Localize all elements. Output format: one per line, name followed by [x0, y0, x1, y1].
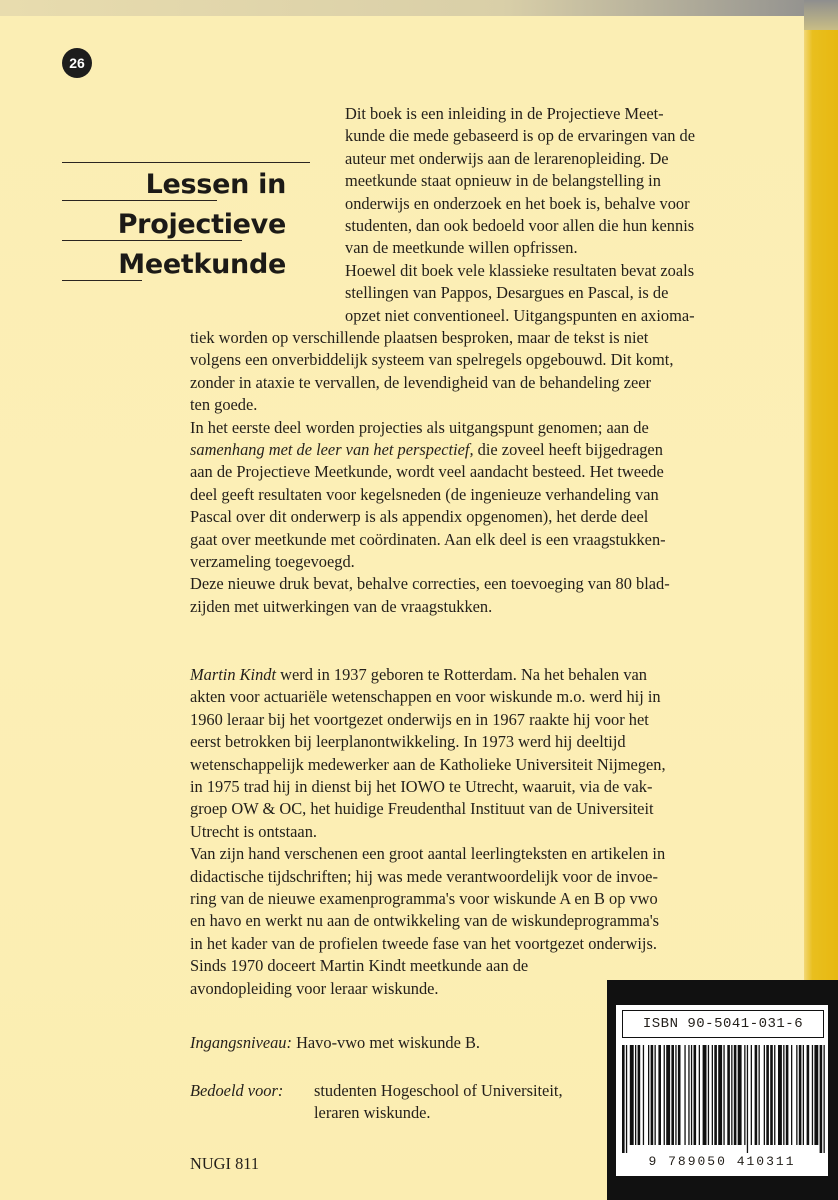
- top-edge: [0, 0, 838, 16]
- entry-level-label: Ingangsniveau:: [190, 1033, 292, 1052]
- nugi-text: NUGI 811: [190, 1154, 260, 1173]
- barcode-bar: [622, 1045, 625, 1153]
- barcode-bar: [630, 1045, 634, 1145]
- isbn-label: ISBN 90-5041-031-6: [622, 1010, 824, 1038]
- title-line-3: Meetkunde: [118, 249, 286, 280]
- title-line-2: Projectieve: [117, 209, 286, 240]
- series-number-badge: 26: [62, 48, 92, 78]
- author-line: ring van de nieuwe examenprogramma's voor wiskunde A en B op vwo: [190, 889, 658, 909]
- description-line-mixed: [190, 439, 673, 461]
- barcode-bar: [699, 1045, 700, 1145]
- barcode-bars: [620, 1045, 826, 1153]
- barcode-bar: [764, 1045, 765, 1145]
- barcode-bar: [796, 1045, 797, 1145]
- barcode-bar: [666, 1045, 670, 1145]
- barcode-bar: [723, 1045, 724, 1145]
- barcode-bar: [791, 1045, 792, 1145]
- description-line: deel geeft resultaten voor kegelsneden (de ingenieuze verhandeling van: [190, 484, 659, 504]
- description-line: In het eerste deel worden projecties als uitgangspunt genomen; aan de: [190, 417, 649, 437]
- barcode-bar: [694, 1045, 697, 1145]
- barcode-bar: [770, 1045, 773, 1145]
- description-line: Dit boek is een inleiding in de Projectieve Meet-: [345, 104, 664, 123]
- author-line: 1960 leraar bij het voortgezet onderwijs en in 1967 raakte hij voor het: [190, 709, 649, 729]
- barcode-bar: [678, 1045, 681, 1145]
- barcode-bar: [803, 1045, 804, 1145]
- description-line-rest: die zoveel heeft bijgedragen: [473, 440, 663, 460]
- barcode-bar: [824, 1045, 825, 1153]
- barcode-bar: [814, 1045, 818, 1145]
- barcode-bar: [759, 1045, 760, 1145]
- description-line: onderwijs en onderzoek en het boek is, behalve voor: [345, 193, 690, 213]
- author-bio: [190, 664, 666, 1000]
- author-line: Van zijn hand verschenen een groot aantal leerlingteksten en artikelen in: [190, 844, 666, 864]
- barcode-bar: [712, 1045, 713, 1145]
- barcode-bar: [799, 1045, 802, 1145]
- author-line: avondopleiding voor leraar wiskunde.: [190, 978, 439, 998]
- entry-level-value: Havo-vwo met wiskunde B.: [291, 1033, 480, 1052]
- barcode-bar: [691, 1045, 692, 1145]
- barcode-bar: [820, 1045, 823, 1153]
- description-line: aan de Projectieve Meetkunde, wordt veel aandacht besteed. Het tweede: [190, 462, 664, 482]
- description-line: gaat over meetkunde met coördinaten. Aan elk deel is een vraagstukken-: [190, 529, 666, 549]
- perspectief-emphasis: samenhang met de leer van het perspectief,: [190, 440, 474, 460]
- title-line-1: Lessen in: [145, 169, 286, 200]
- barcode-bar: [774, 1045, 775, 1145]
- description-line: volgens een onverbiddelijk systeem van spelregels opgebouwd. Dit komt,: [190, 350, 674, 370]
- barcode-bar: [807, 1045, 810, 1145]
- barcode-bar: [655, 1045, 656, 1145]
- description-line: Hoewel dit boek vele klassieke resultaten bevat zoals: [345, 260, 695, 280]
- barcode-bar: [638, 1045, 641, 1145]
- author-line: groep OW & OC, het huidige Freudenthal Instituut van de Universiteit: [190, 799, 654, 819]
- barcode-bar: [786, 1045, 789, 1145]
- barcode-bar: [671, 1045, 674, 1145]
- barcode-bar: [658, 1045, 661, 1145]
- author-line: Utrecht is ontstaan.: [190, 821, 317, 841]
- barcode-bar: [675, 1045, 676, 1145]
- author-line: akten voor actuariële wetenschappen en voor wiskunde m.o. werd hij in: [190, 687, 661, 707]
- author-name: Martin Kindt: [190, 665, 277, 684]
- audience-values: [314, 1080, 563, 1125]
- ean-number: 9 789050 410311: [648, 1154, 796, 1169]
- barcode-bar: [626, 1045, 627, 1153]
- audience-label-block: [190, 1080, 283, 1102]
- barcode-bar: [708, 1045, 709, 1145]
- audience-value: leraren wiskunde.: [314, 1103, 431, 1123]
- barcode-bar: [812, 1045, 813, 1145]
- audience-value: studenten Hogeschool of Universiteit,: [314, 1081, 563, 1100]
- description-line: kunde die mede gebaseerd is op de ervaringen van de: [345, 126, 695, 146]
- description-line: zonder in ataxie te vervallen, de levendigheid van de behandeling zeer: [190, 372, 652, 392]
- barcode-bar: [703, 1045, 707, 1145]
- barcode-bar: [648, 1045, 649, 1145]
- barcode-bar: [664, 1045, 665, 1145]
- description-line: van de meetkunde willen opfrissen.: [345, 238, 578, 258]
- barcode-bar: [688, 1045, 689, 1145]
- author-line: wetenschappelijk medewerker aan de Katholieke Universiteit Nijmegen,: [190, 754, 666, 774]
- barcode-bar: [778, 1045, 782, 1145]
- description-wide: [190, 327, 673, 618]
- author-line-first: [190, 664, 666, 686]
- author-line: eerst betrokken bij leerplanontwikkeling. In 1973 werd hij deeltijd: [190, 732, 626, 752]
- barcode-bar: [766, 1045, 769, 1145]
- barcode-bar: [744, 1045, 745, 1145]
- barcode-bar: [738, 1045, 742, 1145]
- barcode-bar: [643, 1045, 644, 1145]
- description-line: meetkunde staat opnieuw in de belangstelling in: [345, 171, 661, 191]
- barcode-bar: [751, 1045, 752, 1145]
- barcode-bar: [635, 1045, 636, 1145]
- barcode-bar: [651, 1045, 654, 1145]
- author-line: en havo en werkt nu aan de ontwikkeling van de wiskundeprogramma's: [190, 911, 660, 931]
- description-line: stellingen van Pappos, Desargues en Pascal, is de: [345, 283, 669, 303]
- description-line: opzet niet conventioneel. Uitgangspunten en axioma-: [345, 305, 695, 325]
- author-line: Sinds 1970 doceert Martin Kindt meetkunde aan de: [190, 956, 529, 976]
- description-line: ten goede.: [190, 395, 258, 415]
- entry-level-line: [190, 1032, 480, 1054]
- barcode-bar: [783, 1045, 784, 1145]
- author-line: didactische tijdschriften; hij was mede verantwoordelijk voor de invoe-: [190, 866, 658, 886]
- description-line: auteur met onderwijs aan de lerarenopleiding. De: [345, 148, 669, 168]
- book-title: [62, 165, 286, 285]
- author-line-rest: werd in 1937 geboren te Rotterdam. Na het behalen van: [276, 665, 648, 684]
- spine-edge-top: [804, 0, 838, 30]
- title-rule-top: [62, 162, 310, 163]
- description-line: tiek worden op verschillende plaatsen besproken, maar de tekst is niet: [190, 328, 649, 347]
- description-line: zijden met uitwerkingen van de vraagstukken.: [190, 596, 493, 616]
- description-line: verzameling toegevoegd.: [190, 552, 355, 572]
- description-line: Deze nieuwe druk bevat, behalve correcties, een toevoeging van 80 blad-: [190, 574, 670, 594]
- audience-label: Bedoeld voor:: [190, 1081, 284, 1100]
- barcode-bar: [734, 1045, 737, 1145]
- barcode-bar: [755, 1045, 758, 1145]
- barcode-bar: [714, 1045, 717, 1145]
- author-line: in het kader van de profielen tweede fase van het voortgezet onderwijs.: [190, 933, 657, 953]
- description-line: studenten, dan ook bedoeld voor allen die hun kennis: [345, 216, 695, 236]
- nugi-code: [190, 1153, 259, 1175]
- barcode-bar: [747, 1045, 748, 1153]
- barcode-bar: [718, 1045, 722, 1145]
- description-line: Pascal over dit onderwerp is als appendix opgenomen), het derde deel: [190, 507, 649, 527]
- barcode-bar: [727, 1045, 730, 1145]
- barcode-bar: [731, 1045, 732, 1145]
- author-line: in 1975 trad hij in dienst bij het IOWO te Utrecht, waaruit, via de vak-: [190, 777, 653, 797]
- barcode-bar: [684, 1045, 685, 1145]
- entry-level: [190, 1032, 480, 1054]
- description-column: [345, 103, 695, 327]
